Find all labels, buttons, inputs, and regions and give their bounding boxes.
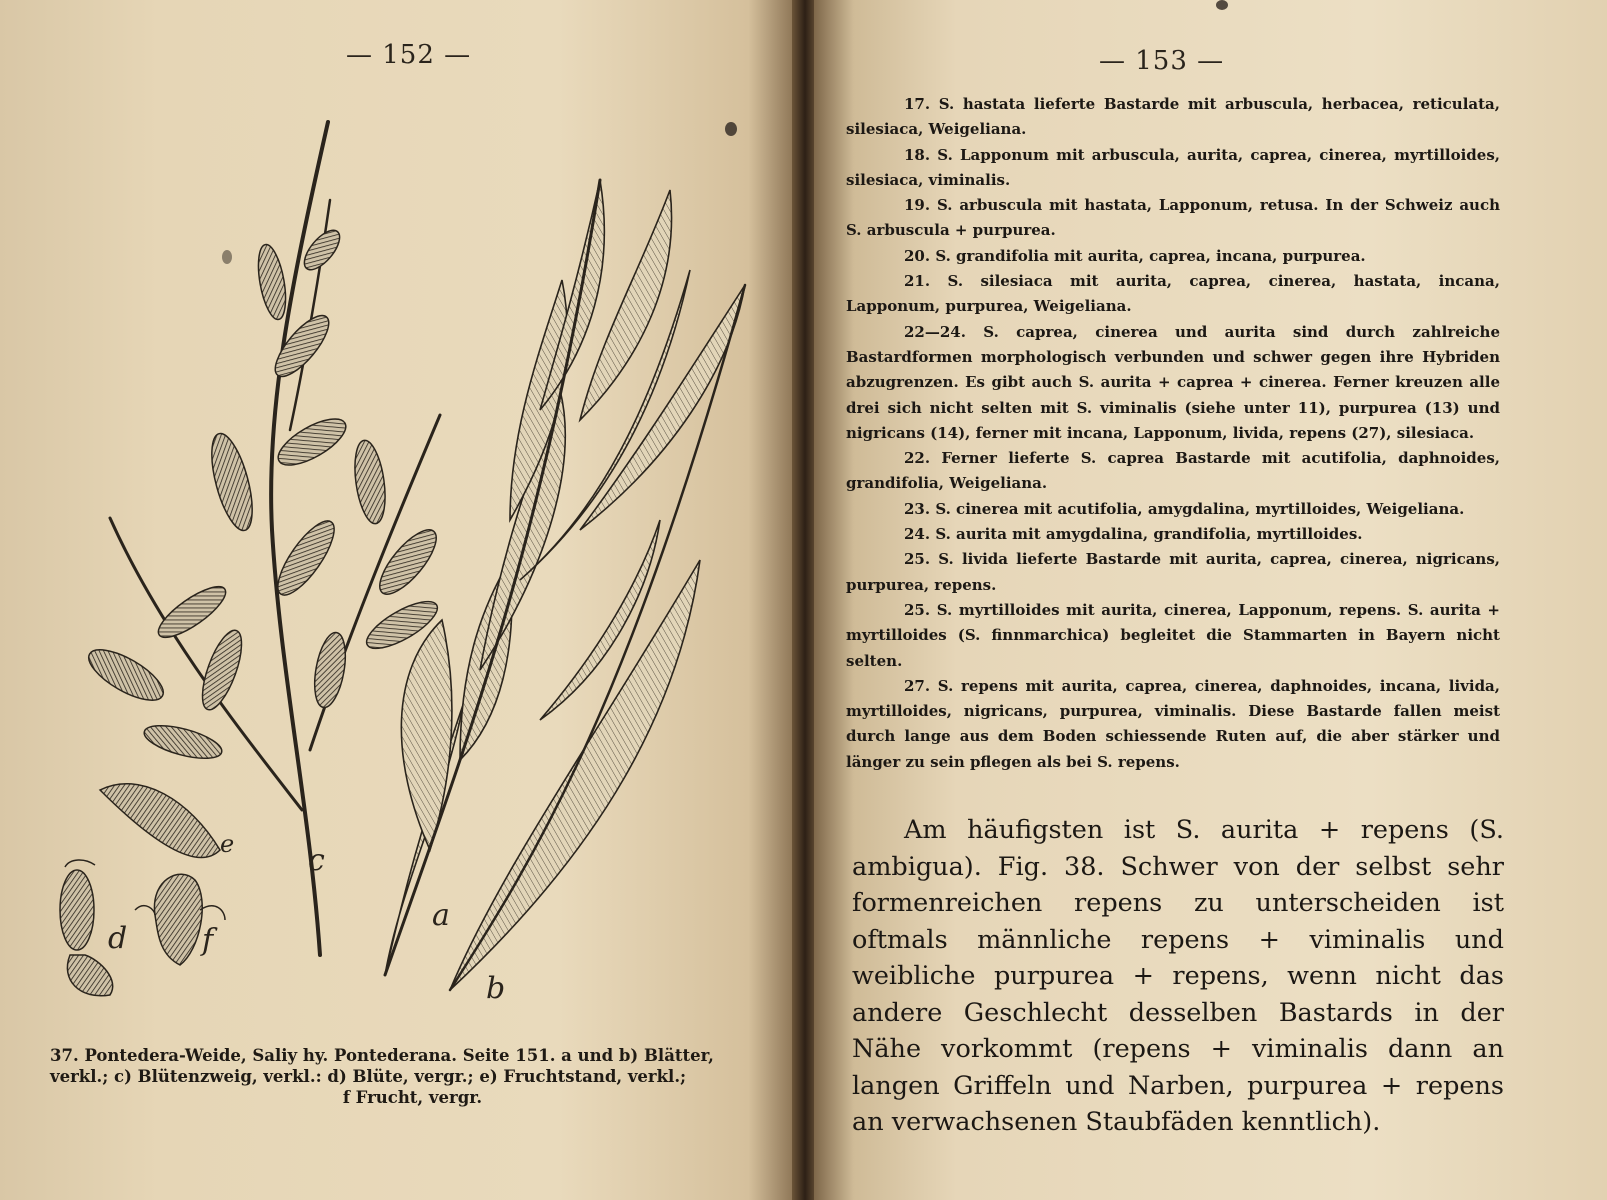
paragraph: 24. S. aurita mit amygdalina, grandifolia, myrtilloides. xyxy=(904,525,1363,544)
label-c: c xyxy=(308,843,325,878)
left-page xyxy=(0,0,796,1200)
paragraph: 19. S. arbuscula mit hastata, Lapponum, retusa. In der Schweiz auch S. arbuscula + purpurea. xyxy=(846,196,1500,240)
paragraph: 20. S. grandifolia mit aurita, caprea, incana, purpurea. xyxy=(904,246,1366,265)
paragraph: 25. S. livida lieferte Bastarde mit aurita, caprea, cinerea, nigricans, purpurea, repens. xyxy=(846,550,1500,594)
paragraph: 27. S. repens mit aurita, caprea, cinerea, daphnoides, incana, livida, myrtilloides, nigricans, purpurea, viminalis. Diese Bastarde fallen meist durch lange aus dem Boden schiessende Ruten auf, die aber stärker und länger zu sein pflegen als bei S. repens. xyxy=(846,676,1500,771)
large-paragraph: Am häufigsten ist S. aurita + repens (S. ambigua). Fig. 38. Schwer von der selbst sehr formenreichen repens zu unterscheiden ist oftmals männliche repens + viminalis und weibliche purpurea + repens, wenn nicht das andere Geschlecht desselben Bastards in der Nähe vorkommt (repens + viminalis dann an langen Griffeln und Narben, purpurea + repens an verwachsenen Staubfäden kenntlich). xyxy=(852,815,1504,1137)
caption-line: verkl.; c) Blütenzweig, verkl.: d) Blüte, vergr.; e) Fruchtstand, verkl.; xyxy=(50,1067,687,1086)
willow-illustration xyxy=(40,110,780,1040)
label-e: e xyxy=(220,830,235,858)
ink-spot xyxy=(1216,0,1228,10)
caption-line: f Frucht, vergr. xyxy=(342,1088,483,1107)
paragraph: 21. S. silesiaca mit aurita, caprea, cinerea, hastata, incana, Lapponum, purpurea, Weigeliana. xyxy=(846,272,1500,316)
page-number-right: — 153 — xyxy=(1099,46,1225,76)
leaves xyxy=(385,180,745,990)
catkins xyxy=(82,225,446,765)
label-a: a xyxy=(432,898,450,933)
paragraph: 23. S. cinerea mit acutifolia, amygdalina, myrtilloides, Weigeliana. xyxy=(904,499,1465,518)
paragraph: 17. S. hastata lieferte Bastarde mit arbuscula, herbacea, reticulata, silesiaca, Weigeliana. xyxy=(846,95,1500,139)
label-b: b xyxy=(486,971,506,1006)
label-f: f xyxy=(202,923,214,958)
caption-line: 37. Pontedera-Weide, Saliy hy. Pontederana. Seite 151. a und b) Blätter, xyxy=(50,1046,714,1065)
paragraph: 22—24. S. caprea, cinerea und aurita sind durch zahlreiche Bastardformen morphologisch verbunden und schwer gegen ihre Hybriden abzugrenzen. Es gibt auch S. aurita + caprea + cinerea. Ferner kreuzen alle drei sich nicht selten mit S. viminalis (siehe unter 11), purpurea (13) und nigricans (14), ferner mit incana, Lapponum, livida, repens (27), silesiaca. xyxy=(846,322,1500,442)
detail-figures xyxy=(60,784,225,996)
figure-caption xyxy=(50,1045,775,1108)
label-d: d xyxy=(108,921,128,956)
paragraph: 18. S. Lapponum mit arbuscula, aurita, caprea, cinerea, myrtilloides, silesiaca, viminalis. xyxy=(846,145,1500,189)
page-number-left: — 152 — xyxy=(346,40,472,70)
paragraph: 22. Ferner lieferte S. caprea Bastarde mit acutifolia, daphnoides, grandifolia, Weigeliana. xyxy=(846,449,1500,493)
paragraph: 25. S. myrtilloides mit aurita, cinerea, Lapponum, repens. S. aurita + myrtilloides (S. finnmarchica) begleitet die Stammarten in Bayern nicht selten. xyxy=(846,600,1500,670)
hybrid-list xyxy=(846,92,1500,775)
